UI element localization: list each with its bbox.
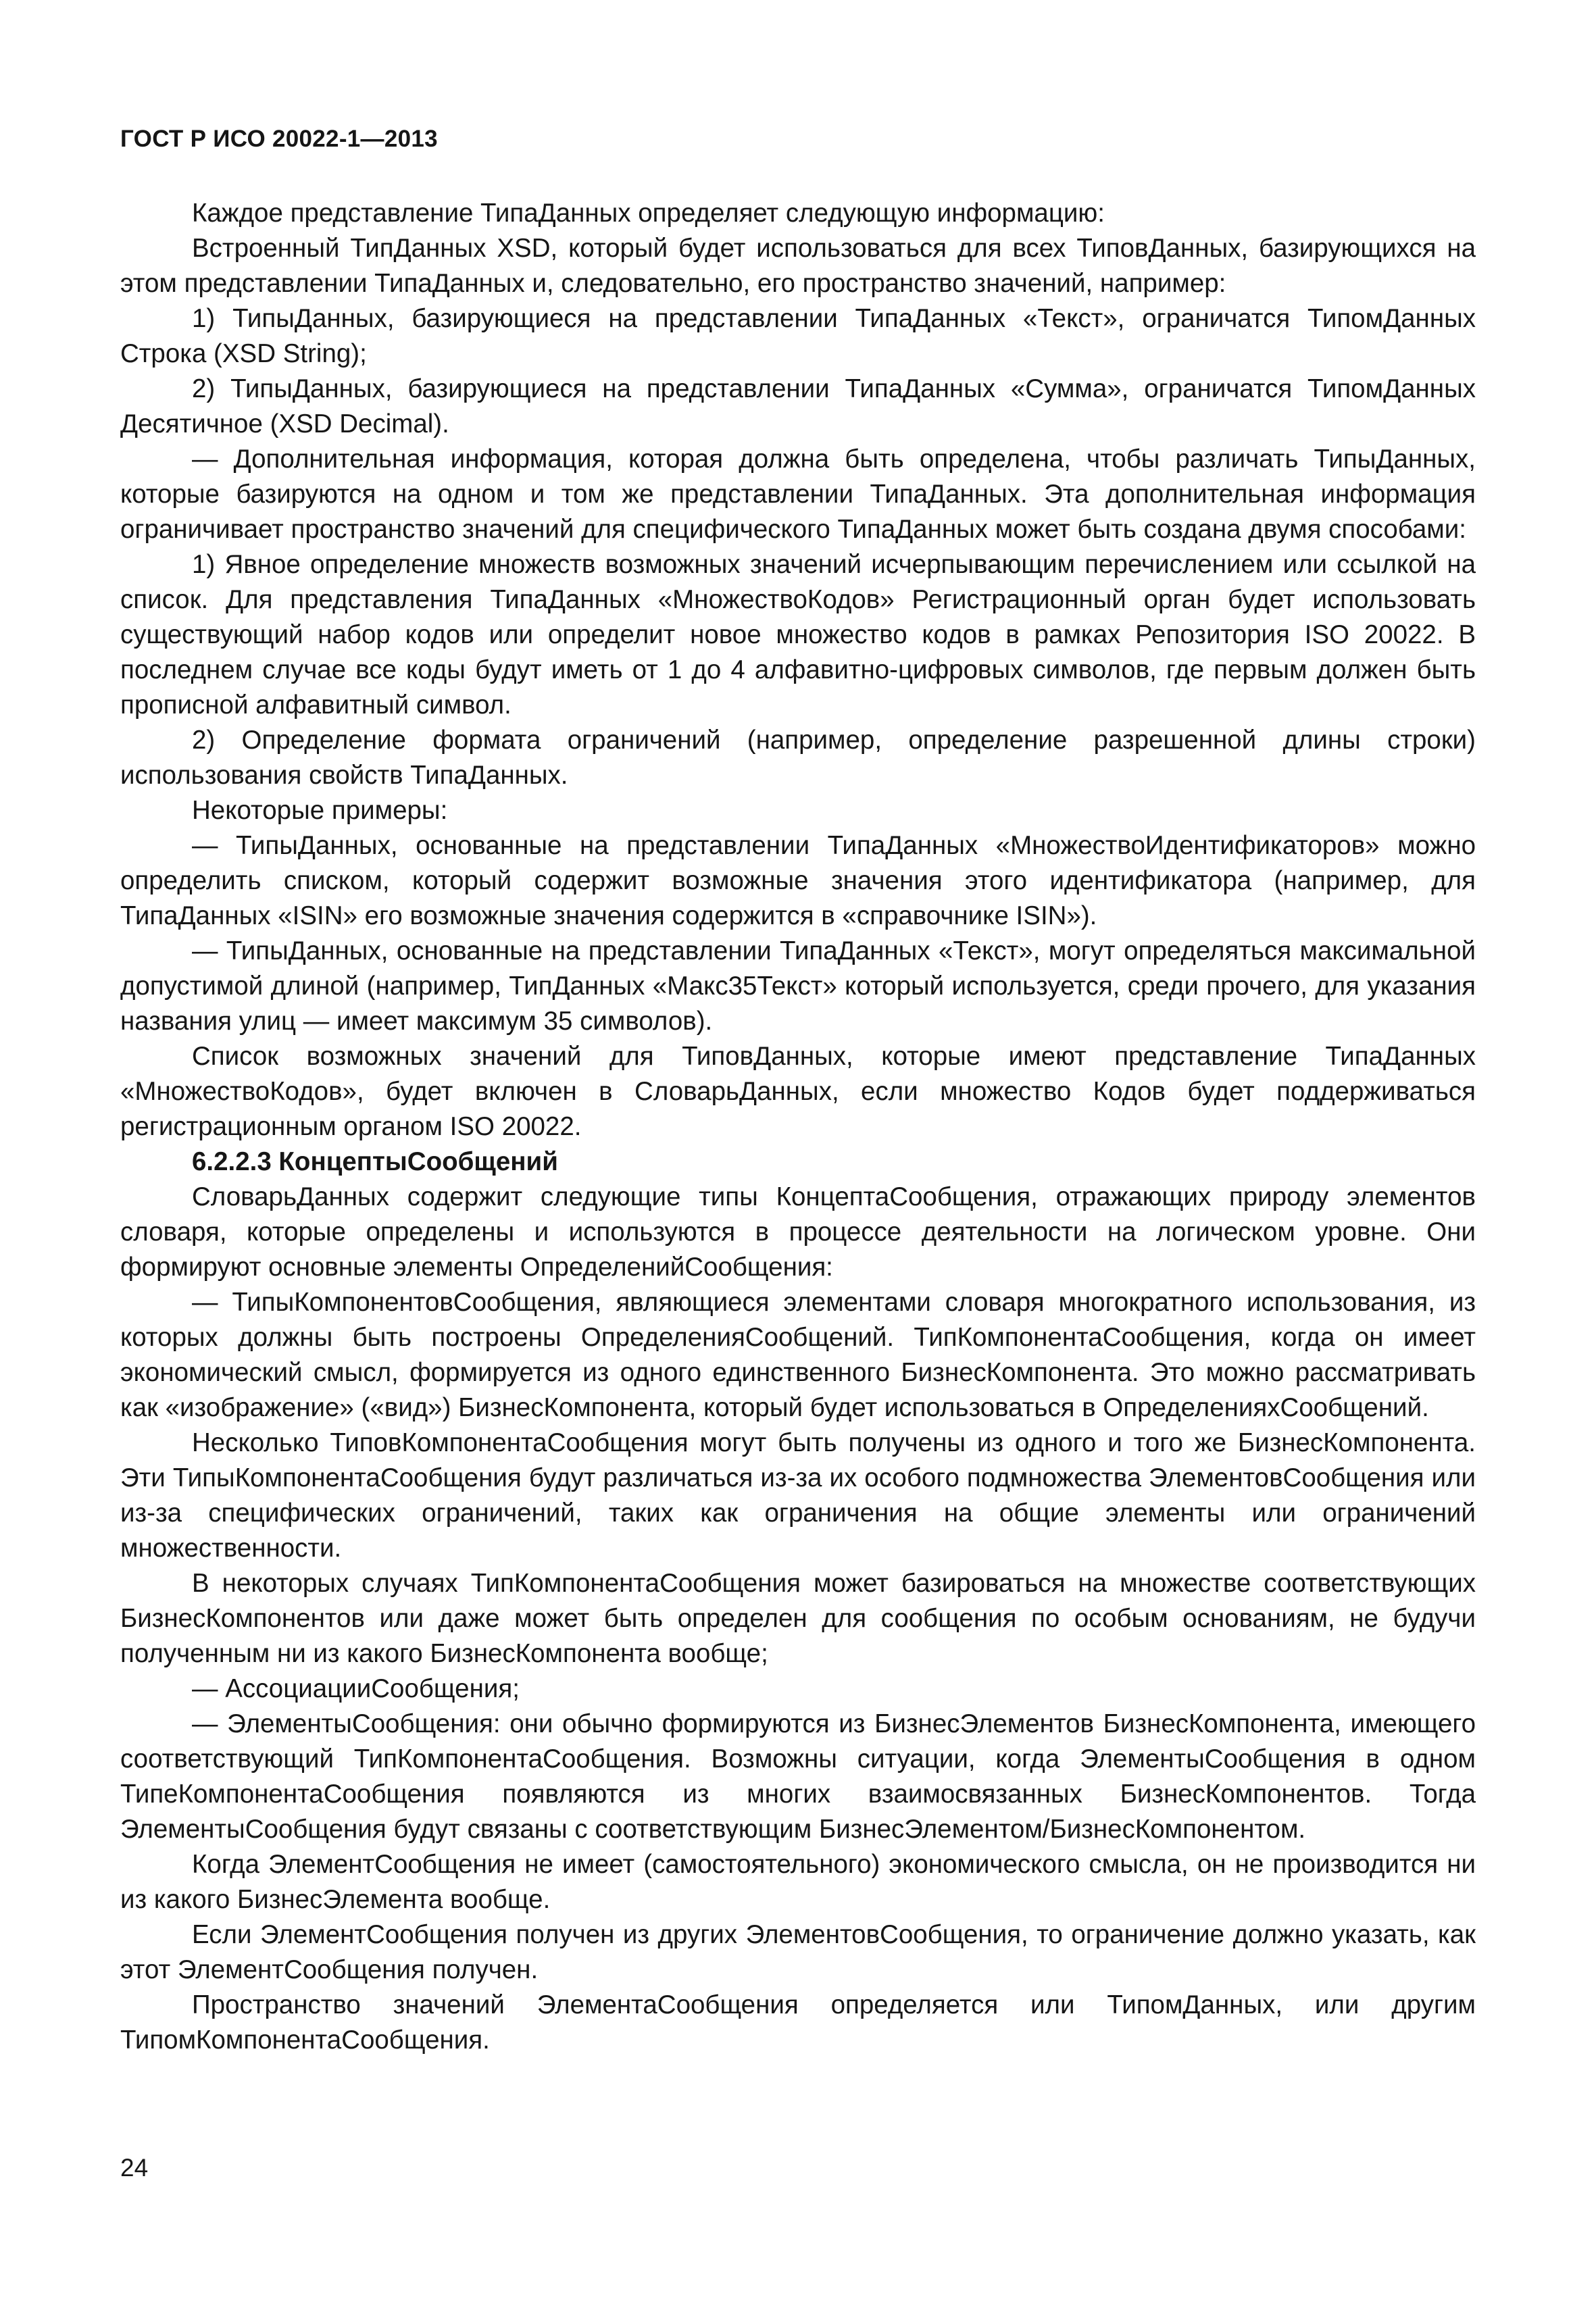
paragraph: Каждое представление ТипаДанных определяет следующую информацию: [192, 199, 1105, 228]
paragraph: Встроенный ТипДанных XSD, который будет использоваться для всех ТиповДанных, базирующихся на этом представлении ТипаДанных и, следовательно, его пространство значений, например: [120, 234, 1476, 298]
document-header: ГОСТ Р ИСО 20022-1—2013 [120, 126, 438, 152]
paragraph: Некоторые примеры: [192, 796, 448, 825]
paragraph: Пространство значений ЭлементаСообщения определяется или ТипомДанных, или другим ТипомКомпонентаСообщения. [120, 1990, 1476, 2055]
list-item: — Дополнительная информация, которая должна быть определена, чтобы различать ТипыДанных, которые базируются на одном и том же представлении ТипаДанных. Эта дополнительная информация ограничивает пространство значений для специфического ТипаДанных может быть создана двумя способами: [120, 445, 1476, 544]
list-item: 1) Явное определение множеств возможных значений исчерпывающим перечислением или ссылкой на список. Для представления ТипаДанных «МножествоКодов» Регистрационный орган будет использовать существующий набор кодов или определит новое множество кодов в рамках Репозитория ISO 20022. В последнем случае все коды будут иметь от 1 до 4 алфавитно-цифровых символов, где первым должен быть прописной алфавитный символ. [120, 550, 1476, 720]
list-item: — ЭлементыСообщения: они обычно формируются из БизнесЭлементов БизнесКомпонента, имеющего соответствующий ТипКомпонентаСообщения. Возможны ситуации, когда ЭлементыСообщения в одном ТипеКомпонентаСообщения появляются из многих взаимосвязанных БизнесКомпонентов. Тогда ЭлементыСообщения будут связаны с соответствующим БизнесЭлементом/БизнесКомпонентом. [120, 1709, 1476, 1844]
paragraph: СловарьДанных содержит следующие типы КонцептаСообщения, отражающих природу элементов словаря, которые определены и используются в процессе деятельности на логическом уровне. Они формируют основные элементы ОпределенийСообщения: [120, 1182, 1476, 1282]
list-item: 2) ТипыДанных, базирующиеся на представлении ТипаДанных «Сумма», ограничатся ТипомДанных Десятичное (XSD Decimal). [120, 374, 1476, 438]
paragraph: Список возможных значений для ТиповДанных, которые имеют представление ТипаДанных «МножествоКодов», будет включен в СловарьДанных, если множество Кодов будет поддерживаться регистрационным органом ISO 20022. [120, 1042, 1476, 1141]
list-item: — ТипыДанных, основанные на представлении ТипаДанных «МножествоИдентификаторов» можно определить списком, который содержит возможные значения этого идентификатора (например, для ТипаДанных «ISIN» его возможные значения содержится в «справочнике ISIN»). [120, 831, 1476, 930]
paragraph: Несколько ТиповКомпонентаСообщения могут быть получены из одного и того же БизнесКомпонента. Эти ТипыКомпонентаСообщения будут различаться из-за их особого подмножества ЭлементовСообщения или из-за специфических ограничений, таких как ограничения на общие элементы или ограничений множественности. [120, 1428, 1476, 1563]
page-number: 24 [120, 2154, 149, 2182]
list-item: 2) Определение формата ограничений (например, определение разрешенной длины строки) использования свойств ТипаДанных. [120, 726, 1476, 790]
paragraph: Если ЭлементСообщения получен из других ЭлементовСообщения, то ограничение должно указать, как этот ЭлементСообщения получен. [120, 1920, 1476, 1984]
paragraph: В некоторых случаях ТипКомпонентаСообщения может базироваться на множестве соответствующих БизнесКомпонентов или даже может быть определен для сообщения по особым основаниям, не будучи полученным ни из какого БизнесКомпонента вообще; [120, 1569, 1476, 1668]
list-item: — ТипыДанных, основанные на представлении ТипаДанных «Текст», могут определяться максимальной допустимой длиной (например, ТипДанных «Макс35Текст» который используется, среди прочего, для указания названия улиц — имеет максимум 35 символов). [120, 936, 1476, 1036]
list-item: — АссоциацииСообщения; [192, 1674, 520, 1703]
paragraph: Когда ЭлементСообщения не имеет (самостоятельного) экономического смысла, он не производится ни из какого БизнесЭлемента вообще. [120, 1850, 1476, 1914]
document-body [120, 196, 1476, 2058]
list-item: 1) ТипыДанных, базирующиеся на представлении ТипаДанных «Текст», ограничатся ТипомДанных Строка (XSD String); [120, 304, 1476, 368]
section-heading: 6.2.2.3 КонцептыСообщений [192, 1147, 558, 1176]
list-item: — ТипыКомпонентовСообщения, являющиеся элементами словаря многократного использования, из которых должны быть построены ОпределенияСообщений. ТипКомпонентаСообщения, когда он имеет экономический смысл, формируется из одного единственного БизнесКомпонента. Это можно рассматривать как «изображение» («вид») БизнесКомпонента, который будет использоваться в ОпределенияхСообщений. [120, 1288, 1476, 1422]
